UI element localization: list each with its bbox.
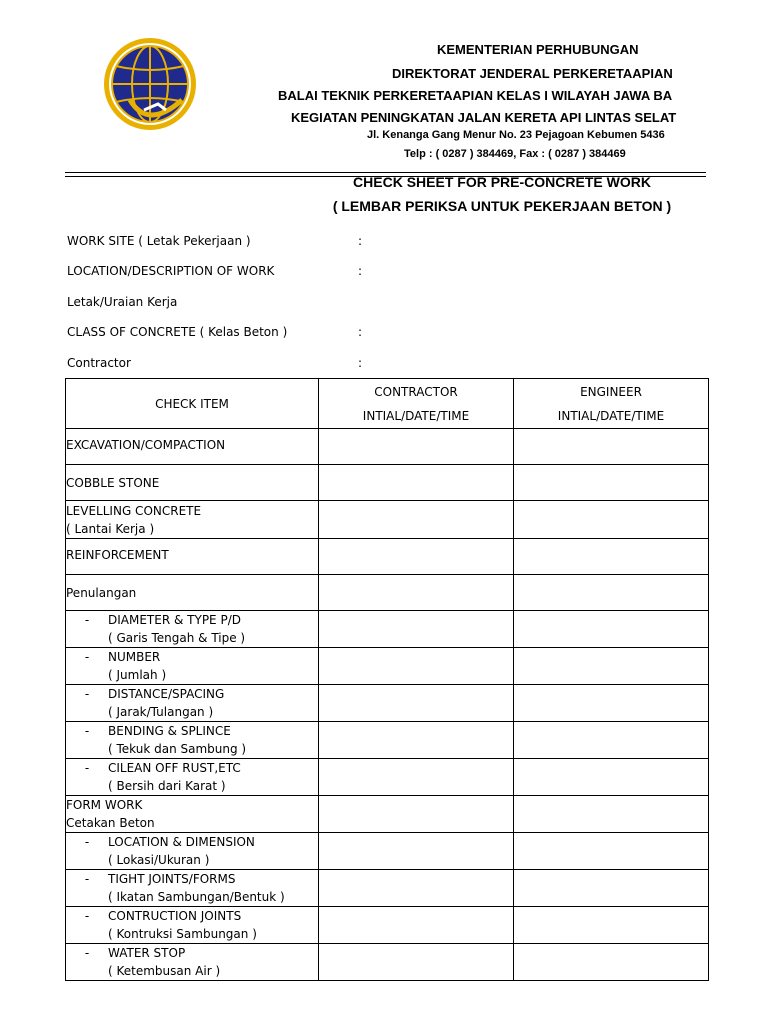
engineer-cell[interactable] xyxy=(514,833,709,870)
engineer-cell[interactable] xyxy=(514,539,709,575)
item-formwork-label: FORM WORK xyxy=(66,798,143,812)
item-water-id: ( Ketembusan Air ) xyxy=(108,964,221,978)
work-site-label: WORK SITE ( Letak Pekerjaan ) xyxy=(67,234,251,248)
table-row xyxy=(66,685,709,722)
item-bending xyxy=(66,722,319,759)
contractor-cell[interactable] xyxy=(319,685,514,722)
item-distance-label: DISTANCE/SPACING xyxy=(108,687,225,701)
ministry-logo xyxy=(100,38,200,134)
table-row xyxy=(66,648,709,685)
item-formwork xyxy=(66,796,319,833)
dash: - xyxy=(84,761,90,775)
engineer-header xyxy=(514,379,709,429)
contractor-colon: : xyxy=(358,356,363,370)
table-row xyxy=(66,465,709,501)
engineer-cell[interactable] xyxy=(514,611,709,648)
table-row xyxy=(66,796,709,833)
contractor-cell[interactable] xyxy=(319,611,514,648)
phone-fax: Telp : ( 0287 ) 384469, Fax : ( 0287 ) 384469 xyxy=(404,148,626,160)
contractor-cell[interactable] xyxy=(319,575,514,611)
engineer-initial-label: INTIAL/DATE/TIME xyxy=(557,408,665,423)
document-title: CHECK SHEET FOR PRE-CONCRETE WORK xyxy=(353,174,651,190)
item-cobble: COBBLE STONE xyxy=(66,465,319,501)
engineer-cell[interactable] xyxy=(514,429,709,465)
table-row xyxy=(66,833,709,870)
contractor-cell[interactable] xyxy=(319,501,514,539)
item-levelling xyxy=(66,501,319,539)
dash: - xyxy=(84,872,90,886)
table-row xyxy=(66,870,709,907)
table-header-row xyxy=(66,379,709,429)
contractor-cell[interactable] xyxy=(319,539,514,575)
item-bending-id: ( Tekuk dan Sambung ) xyxy=(108,742,247,756)
check-item-header: CHECK ITEM xyxy=(66,379,319,429)
table-row xyxy=(66,539,709,575)
contractor-cell[interactable] xyxy=(319,833,514,870)
dash: - xyxy=(84,835,90,849)
location-colon: : xyxy=(358,264,363,278)
contractor-label: Contractor xyxy=(67,356,131,370)
item-clean xyxy=(66,759,319,796)
item-number xyxy=(66,648,319,685)
table-row xyxy=(66,611,709,648)
dash: - xyxy=(84,650,90,664)
item-tight xyxy=(66,870,319,907)
contractor-cell[interactable] xyxy=(319,648,514,685)
item-levelling-id: ( Lantai Kerja ) xyxy=(66,521,155,536)
item-levelling-label: LEVELLING CONCRETE xyxy=(66,503,202,518)
item-reinforcement: REINFORCEMENT xyxy=(66,539,319,575)
item-tight-id: ( Ikatan Sambungan/Bentuk ) xyxy=(108,890,285,904)
item-contruction-id: ( Kontruksi Sambungan ) xyxy=(108,927,257,941)
item-diameter xyxy=(66,611,319,648)
item-distance-id: ( Jarak/Tulangan ) xyxy=(108,705,214,719)
engineer-cell[interactable] xyxy=(514,501,709,539)
contractor-cell[interactable] xyxy=(319,944,514,981)
contractor-cell[interactable] xyxy=(319,870,514,907)
item-distance xyxy=(66,685,319,722)
header-divider xyxy=(65,172,706,173)
item-clean-label: CILEAN OFF RUST,ETC xyxy=(108,761,241,775)
address: Jl. Kenanga Gang Menur No. 23 Pejagoan Kebumen 5436 xyxy=(367,129,665,141)
contractor-cell[interactable] xyxy=(319,907,514,944)
contractor-cell[interactable] xyxy=(319,722,514,759)
dash: - xyxy=(84,724,90,738)
item-penulangan: Penulangan xyxy=(66,575,319,611)
document-subtitle: ( LEMBAR PERIKSA UNTUK PEKERJAAN BETON ) xyxy=(332,198,672,214)
table-row xyxy=(66,575,709,611)
item-bending-label: BENDING & SPLINCE xyxy=(108,724,231,738)
table-row xyxy=(66,501,709,539)
item-cetakan-label: Cetakan Beton xyxy=(66,816,155,830)
item-water xyxy=(66,944,319,981)
ministry-name: KEMENTERIAN PERHUBUNGAN xyxy=(437,42,639,57)
item-tight-label: TIGHT JOINTS/FORMS xyxy=(108,872,236,886)
item-locdim-id: ( Lokasi/Ukuran ) xyxy=(108,853,210,867)
location-label: LOCATION/DESCRIPTION OF WORK xyxy=(67,264,275,278)
item-diameter-label: DIAMETER & TYPE P/D xyxy=(108,613,241,627)
engineer-cell[interactable] xyxy=(514,722,709,759)
class-colon: : xyxy=(358,325,363,339)
item-locdim xyxy=(66,833,319,870)
item-diameter-id: ( Garis Tengah & Tipe ) xyxy=(108,631,246,645)
contractor-header xyxy=(319,379,514,429)
dash: - xyxy=(84,909,90,923)
engineer-cell[interactable] xyxy=(514,575,709,611)
check-table xyxy=(65,378,709,981)
item-number-label: NUMBER xyxy=(108,650,161,664)
contractor-initial-label: INTIAL/DATE/TIME xyxy=(362,408,470,423)
office-name: BALAI TEKNIK PERKERETAAPIAN KELAS I WILAYAH JAWA BA xyxy=(278,88,673,103)
engineer-cell[interactable] xyxy=(514,870,709,907)
item-excavation: EXCAVATION/COMPACTION xyxy=(66,429,319,465)
activity-name: KEGIATAN PENINGKATAN JALAN KERETA API LINTAS SELAT xyxy=(291,110,677,125)
engineer-cell[interactable] xyxy=(514,759,709,796)
contractor-cell[interactable] xyxy=(319,465,514,501)
item-contruction-label: CONTRUCTION JOINTS xyxy=(108,909,242,923)
contractor-cell[interactable] xyxy=(319,796,514,833)
contractor-header-label: CONTRACTOR xyxy=(374,384,458,399)
directorate-name: DIREKTORAT JENDERAL PERKERETAAPIAN xyxy=(392,66,673,81)
item-clean-id: ( Bersih dari Karat ) xyxy=(108,779,226,793)
table-row xyxy=(66,429,709,465)
item-water-label: WATER STOP xyxy=(108,946,186,960)
contractor-cell[interactable] xyxy=(319,759,514,796)
table-row xyxy=(66,944,709,981)
engineer-cell[interactable] xyxy=(514,796,709,833)
item-contruction xyxy=(66,907,319,944)
dash: - xyxy=(84,613,90,627)
item-number-id: ( Jumlah ) xyxy=(108,668,167,682)
engineer-cell[interactable] xyxy=(514,944,709,981)
work-site-colon: : xyxy=(358,234,363,248)
table-row xyxy=(66,907,709,944)
engineer-cell[interactable] xyxy=(514,685,709,722)
class-label: CLASS OF CONCRETE ( Kelas Beton ) xyxy=(67,325,288,339)
letak-label: Letak/Uraian Kerja xyxy=(67,295,178,309)
table-row xyxy=(66,722,709,759)
item-locdim-label: LOCATION & DIMENSION xyxy=(108,835,255,849)
engineer-header-label: ENGINEER xyxy=(580,384,642,399)
engineer-cell[interactable] xyxy=(514,907,709,944)
engineer-cell[interactable] xyxy=(514,648,709,685)
dash: - xyxy=(84,946,90,960)
contractor-cell[interactable] xyxy=(319,429,514,465)
dash: - xyxy=(84,687,90,701)
engineer-cell[interactable] xyxy=(514,465,709,501)
table-row xyxy=(66,759,709,796)
